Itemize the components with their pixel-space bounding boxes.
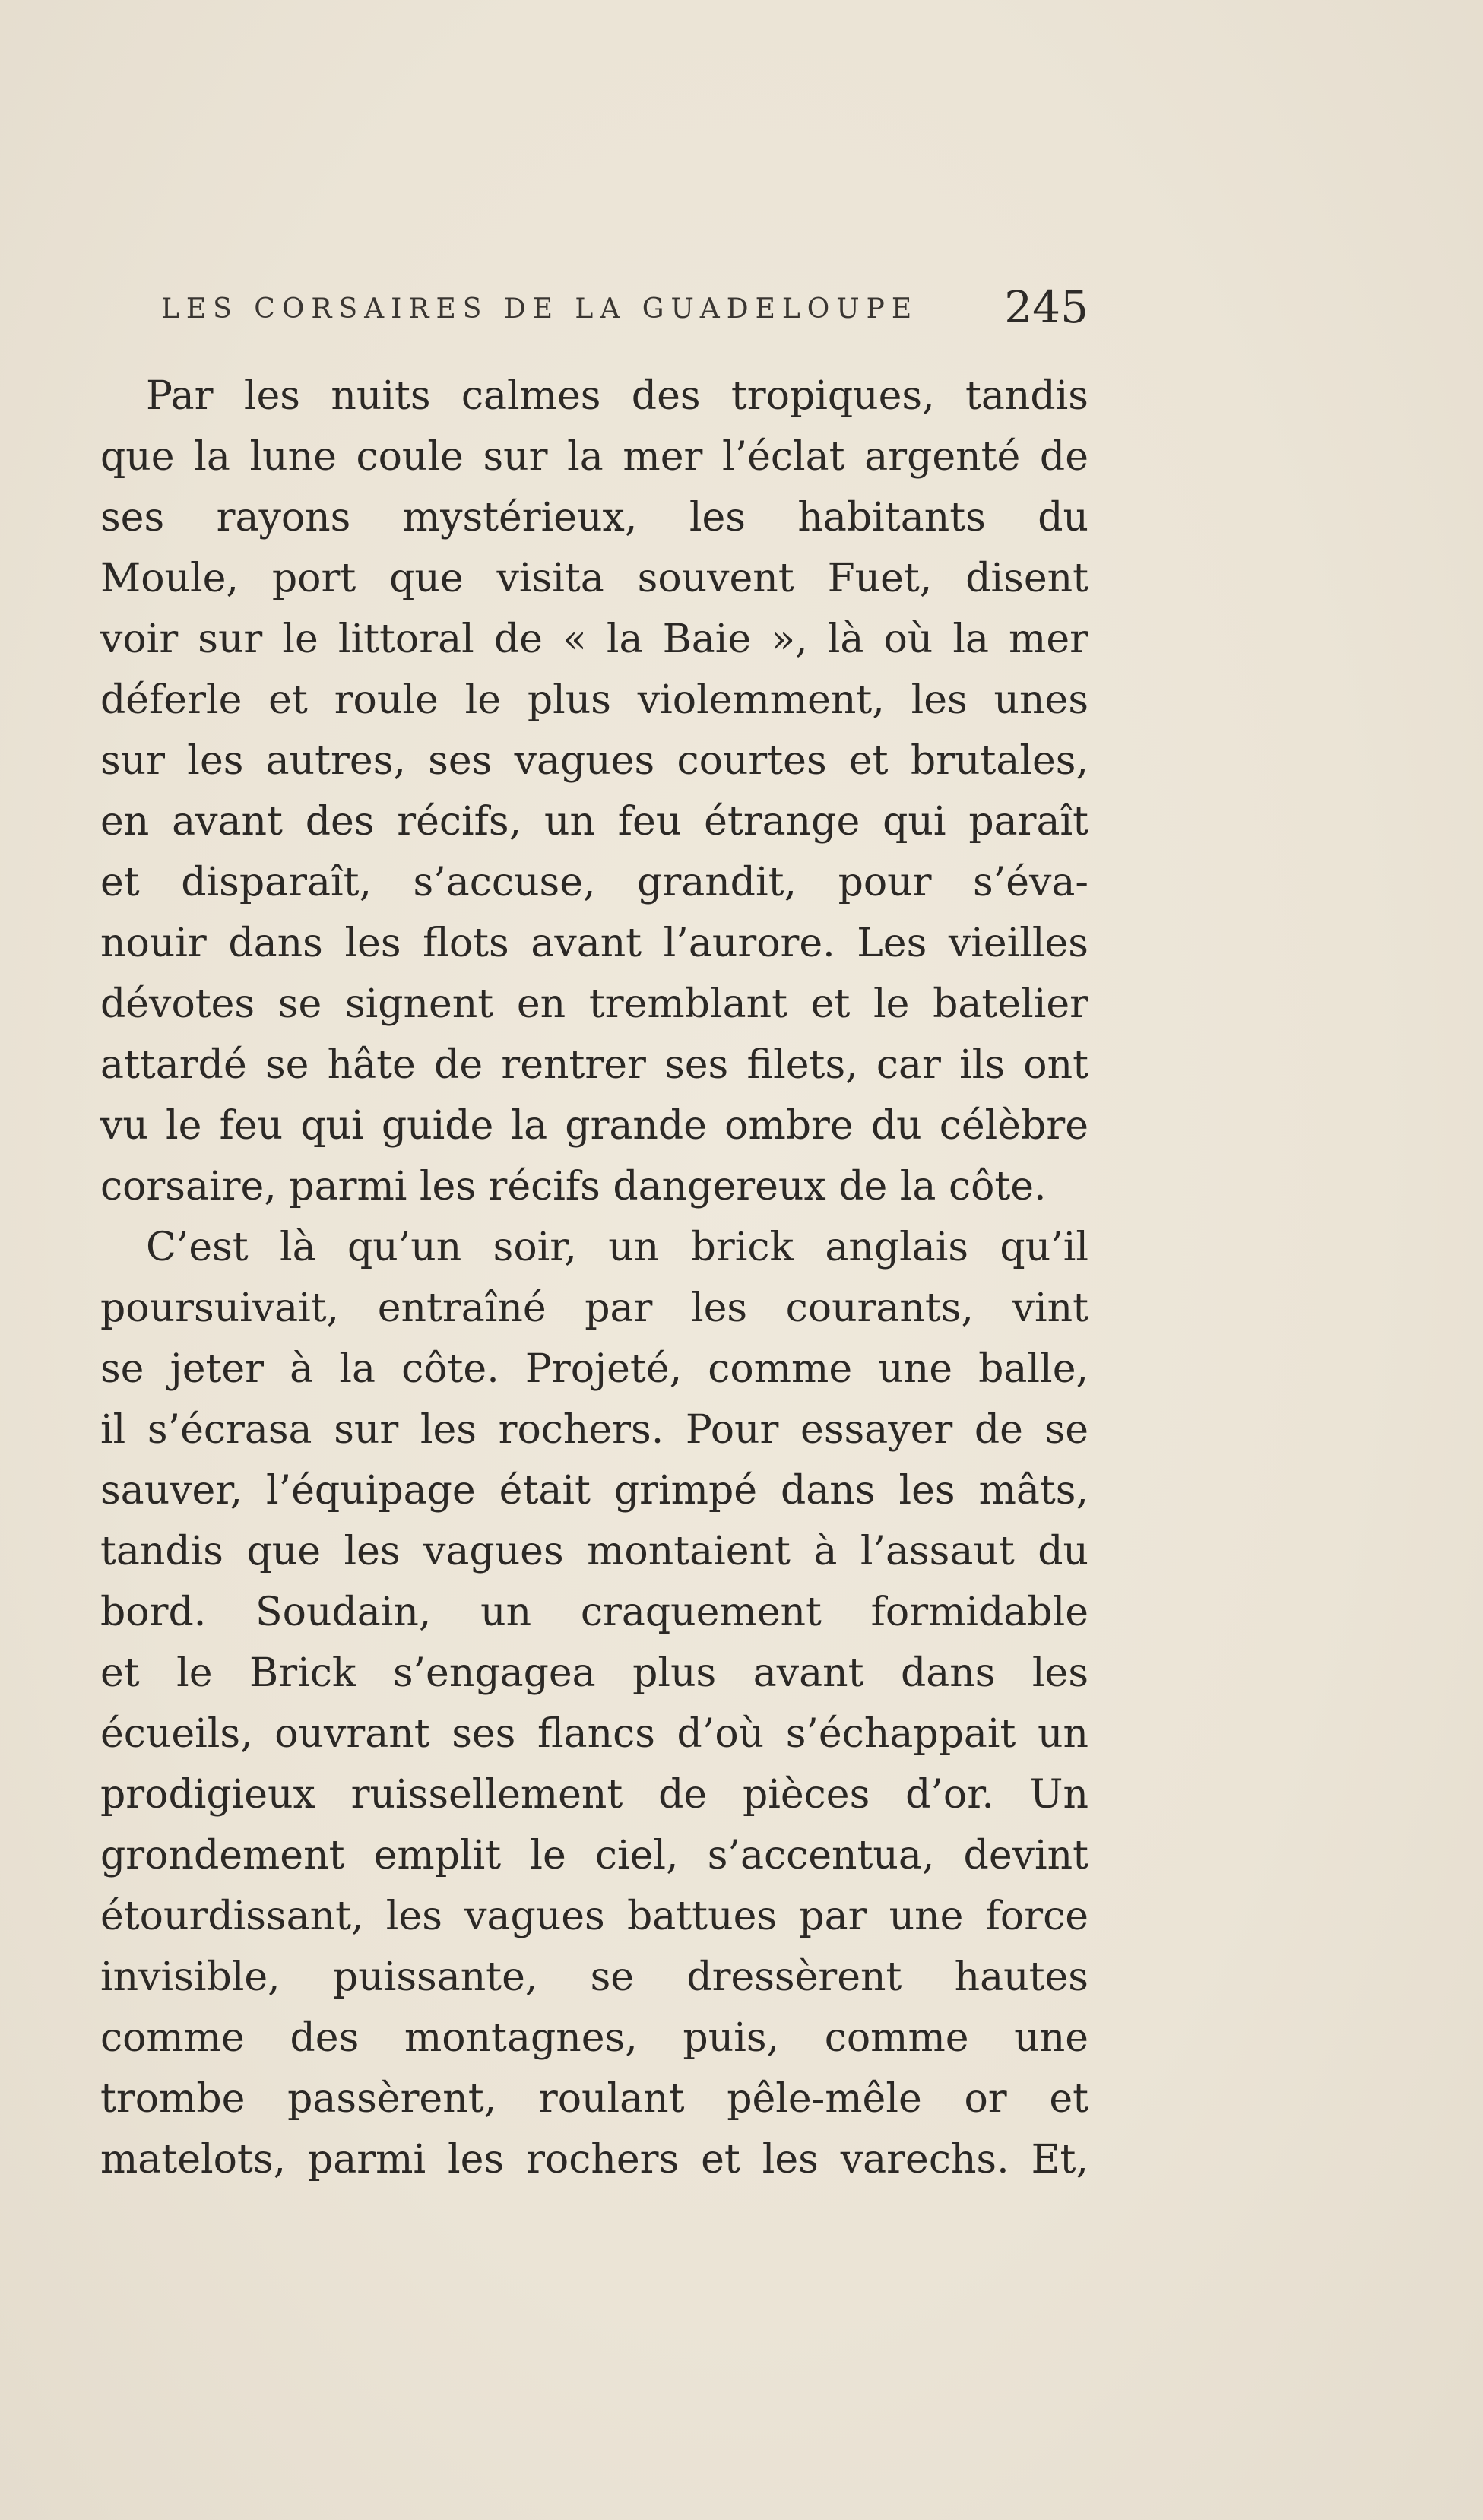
body-text xyxy=(100,366,1088,2190)
text-line: vu le feu qui guide la grande ombre du célèbre xyxy=(100,1103,1088,1149)
text-line: matelots, parmi les rochers et les varechs. Et, xyxy=(100,2137,1088,2182)
text-line: Par les nuits calmes des tropiques, tandis xyxy=(146,373,1088,419)
text-line: nouir dans les flots avant l’aurore. Les vieilles xyxy=(100,921,1088,966)
text-line: sauver, l’équipage était grimpé dans les mâts, xyxy=(100,1468,1088,1514)
text-line: trombe passèrent, roulant pêle-mêle or et xyxy=(100,2076,1088,2122)
text-line: il s’écrasa sur les rochers. Pour essayer de se xyxy=(100,1407,1088,1453)
text-line: comme des montagnes, puis, comme une xyxy=(100,2015,1088,2061)
text-line: ses rayons mystérieux, les habitants du xyxy=(100,495,1088,540)
text-line: déferle et roule le plus violemment, les unes xyxy=(100,677,1088,723)
text-line: voir sur le littoral de « la Baie », là où la mer xyxy=(100,617,1088,662)
text-line: que la lune coule sur la mer l’éclat argenté de xyxy=(100,434,1088,480)
text-line: dévotes se signent en tremblant et le batelier xyxy=(100,981,1088,1027)
text-line: grondement emplit le ciel, s’accentua, devint xyxy=(100,1833,1088,1878)
text-line: et disparaît, s’accuse, grandit, pour s’éva- xyxy=(100,860,1088,905)
text-line: invisible, puissante, se dressèrent hautes xyxy=(100,1954,1088,2000)
text-line: Moule, port que visita souvent Fuet, disent xyxy=(100,556,1088,601)
text-line: en avant des récifs, un feu étrange qui paraît xyxy=(100,799,1088,845)
page-number: 245 xyxy=(1004,281,1088,333)
text-line: écueils, ouvrant ses flancs d’où s’échappait un xyxy=(100,1711,1088,1757)
paragraph xyxy=(100,1217,1088,2190)
running-title: LES CORSAIRES DE LA GUADELOUPE xyxy=(161,293,919,325)
text-line: et le Brick s’engagea plus avant dans les xyxy=(100,1650,1088,1696)
text-line: sur les autres, ses vagues courtes et brutales, xyxy=(100,738,1088,784)
text-line: prodigieux ruissellement de pièces d’or. Un xyxy=(100,1772,1088,1818)
text-line: corsaire, parmi les récifs dangereux de la côte. xyxy=(100,1164,1047,1209)
text-line: tandis que les vagues montaient à l’assaut du xyxy=(100,1529,1088,1574)
text-line: poursuivait, entraîné par les courants, vint xyxy=(100,1285,1088,1331)
text-line: se jeter à la côte. Projeté, comme une balle, xyxy=(100,1346,1088,1392)
text-line: étourdissant, les vagues battues par une force xyxy=(100,1894,1088,1939)
text-line: attardé se hâte de rentrer ses filets, car ils ont xyxy=(100,1042,1088,1088)
text-line: bord. Soudain, un craquement formidable xyxy=(100,1590,1088,1635)
text-line: C’est là qu’un soir, un brick anglais qu’il xyxy=(146,1225,1088,1270)
page-header xyxy=(161,281,1088,342)
paragraph xyxy=(100,366,1088,1217)
